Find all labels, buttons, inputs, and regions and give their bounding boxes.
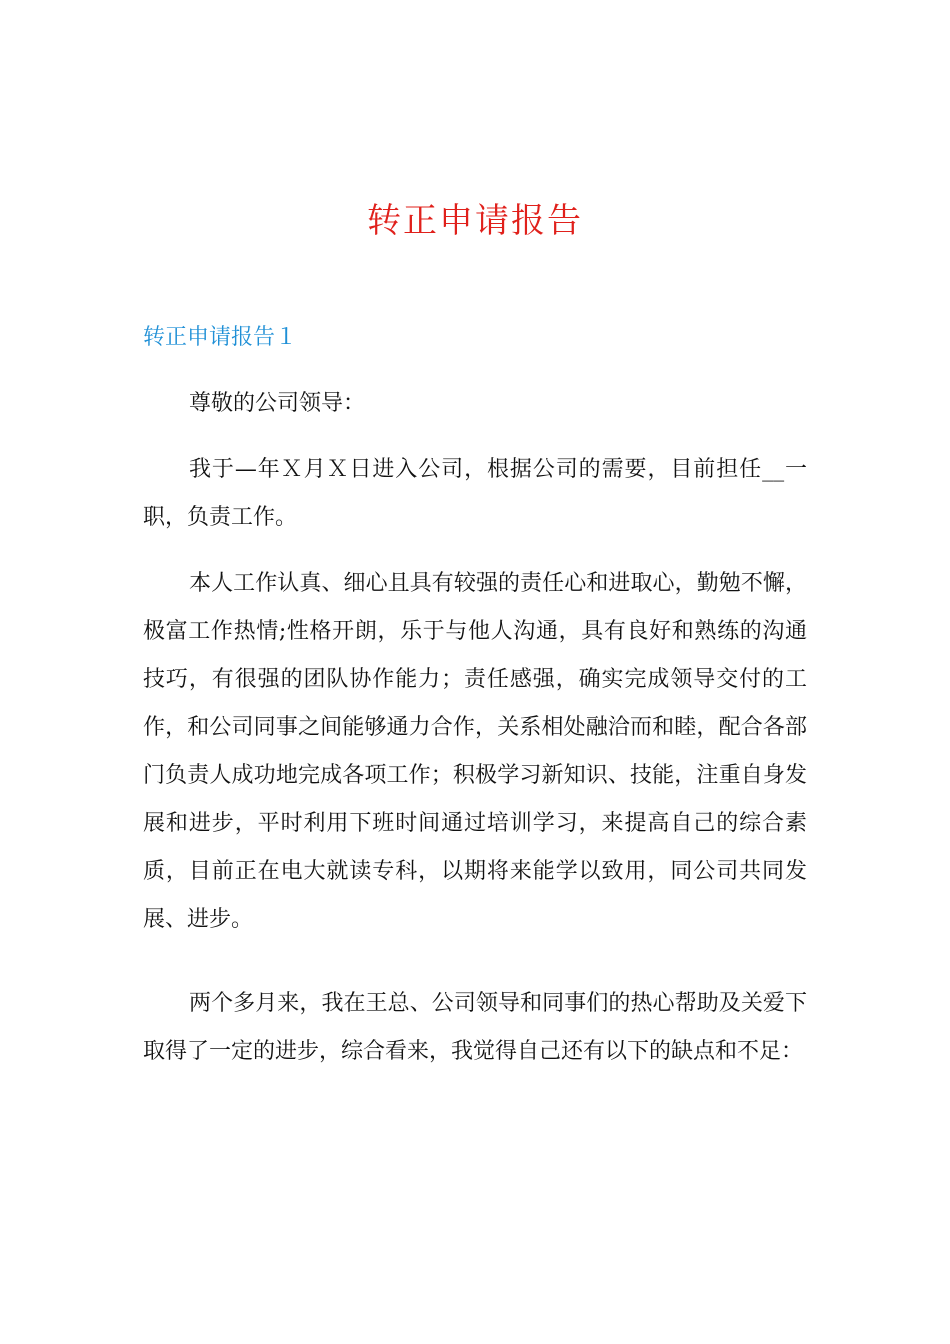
paragraph: 我于—年Ｘ月Ｘ日进入公司，根据公司的需要，目前担任__一职，负责工作。 xyxy=(143,457,807,530)
paragraph: 两个多月来，我在王总、公司领导和同事们的热心帮助及关爱下取得了一定的进步，综合看来，我觉得自己还有以下的缺点和不足： xyxy=(143,991,807,1064)
salutation: 尊敬的公司领导： xyxy=(189,391,366,416)
section-heading: 转正申请报告１ xyxy=(143,325,298,350)
document-title: 转正申请报告 xyxy=(367,201,583,241)
paragraph: 本人工作认真、细心且具有较强的责任心和进取心，勤勉不懈，极富工作热情;性格开朗，乐于与他人沟通，具有良好和熟练的沟通技巧，有很强的团队协作能力；责任感强，确实完成领导交付的工作，和公司同事之间能够通力合作，关系相处融洽而和睦，配合各部门负责人成功地完成各项工作；积极学习新知识、技能，注重自身发展和进步，平时利用下班时间通过培训学习，来提高自己的综合素质，目前正在电大就读专科，以期将来能学以致用，同公司共同发展、进步。 xyxy=(143,571,807,932)
